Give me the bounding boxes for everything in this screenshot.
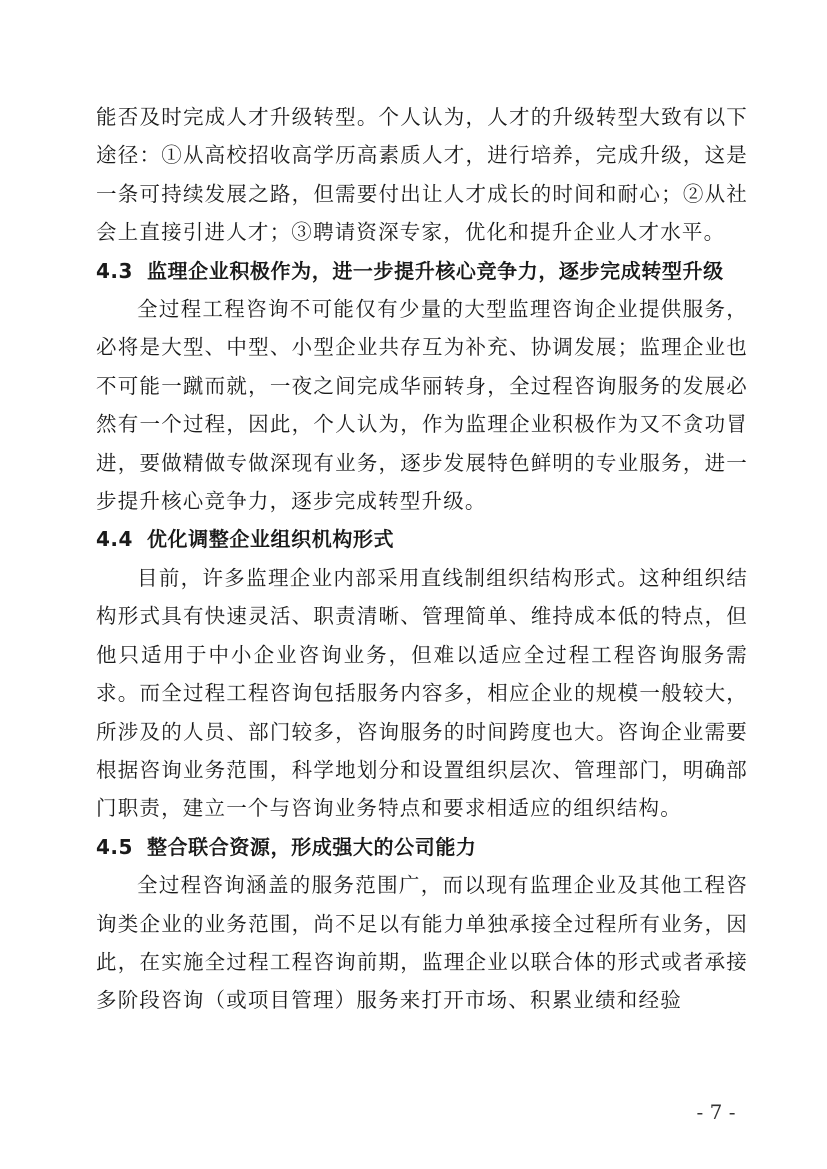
section-number: 4.5	[96, 834, 133, 859]
section-heading-4-5	[96, 828, 748, 866]
paragraph-4-4: 目前，许多监理企业内部采用直线制组织结构形式。这种组织结构形式具有快速灵活、职责清晰、管理简单、维持成本低的特点，但他只适用于中小企业咨询业务，但难以适应全过程工程咨询服务需求。而全过程工程咨询包括服务内容多，相应企业的规模一般较大，所涉及的人员、部门较多，咨询服务的时间跨度也大。咨询企业需要根据咨询业务范围，科学地划分和设置组织层次、管理部门，明确部门职责，建立一个与咨询业务特点和要求相适应的组织结构。	[96, 565, 748, 821]
section-heading-4-3	[96, 252, 748, 290]
paragraph-4-5: 全过程咨询涵盖的服务范围广，而以现有监理企业及其他工程咨询类企业的业务范围，尚不足以有能力单独承接全过程所有业务，因此，在实施全过程工程咨询前期，监理企业以联合体的形式或者承接多阶段咨询（或项目管理）服务来打开市场、积累业绩和经验	[96, 873, 748, 1013]
paragraph-4-3: 全过程工程咨询不可能仅有少量的大型监理咨询企业提供服务，必将是大型、中型、小型企业共存互为补充、协调发展；监理企业也不可能一蹴而就，一夜之间完成华丽转身，全过程咨询服务的发展必然有一个过程，因此，个人认为，作为监理企业积极作为又不贪功冒进，要做精做专做深现有业务，逐步发展特色鲜明的专业服务，进一步提升核心竞争力，逐步完成转型升级。	[96, 297, 748, 514]
document-page	[96, 98, 748, 1020]
section-title: 整合联合资源，形成强大的公司能力	[146, 834, 477, 859]
section-heading-4-4	[96, 520, 748, 558]
section-number: 4.4	[96, 527, 133, 552]
section-number: 4.3	[96, 258, 133, 283]
paragraph-talent-upgrade: 能否及时完成人才升级转型。个人认为，人才的升级转型大致有以下途径：①从高校招收高学历高素质人才，进行培养，完成升级，这是一条可持续发展之路，但需要付出让人才成长的时间和耐心；②从社会上直接引进人才；③聘请资深专家，优化和提升企业人才水平。	[96, 105, 748, 245]
page-number: - 7 -	[696, 1100, 736, 1124]
section-title: 优化调整企业组织机构形式	[146, 527, 395, 552]
section-title: 监理企业积极作为，进一步提升核心竞争力，逐步完成转型升级	[146, 258, 724, 283]
